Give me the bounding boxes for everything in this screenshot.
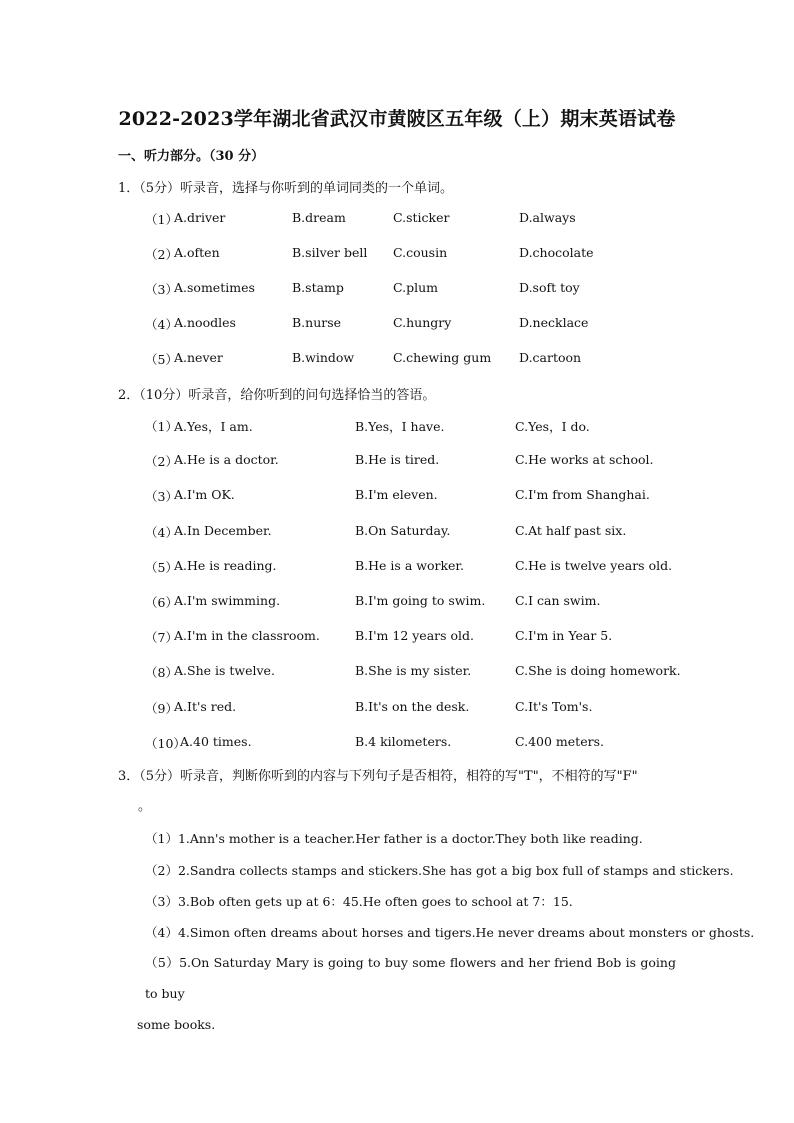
q3-item-1: （1）1.Ann's mother is a teacher.Her father is a doctor.They both like reading. <box>145 831 643 846</box>
q2-row-3-option-b: B.I'm eleven. <box>355 487 438 502</box>
q2-row-10-number: （10） <box>145 736 186 751</box>
section-heading-listening: 一、听力部分。（30 分） <box>118 149 265 164</box>
q2-row-8 <box>145 663 705 683</box>
q2-row-7-number: （7） <box>145 630 178 645</box>
q2-row-6-option-b: B.I'm going to swim. <box>355 593 486 608</box>
q2-row-7 <box>145 628 705 648</box>
q1-row-2-option-c: C.cousin <box>393 245 448 260</box>
q2-row-9-option-a: A.It's red. <box>174 699 237 714</box>
q2-row-8-option-a: A.She is twelve. <box>174 663 275 678</box>
q1-row-1-option-c: C.sticker <box>393 210 450 225</box>
q1-row-2-option-a: A.often <box>174 245 220 260</box>
q2-row-10 <box>145 734 705 754</box>
q2-row-9-option-b: B.It's on the desk. <box>355 699 470 714</box>
q2-row-3-option-a: A.I'm OK. <box>174 487 235 502</box>
q1-row-1-option-a: A.driver <box>174 210 226 225</box>
q2-row-2-option-a: A.He is a doctor. <box>174 452 279 467</box>
question-3-stem <box>118 762 678 822</box>
question-3-stem-line-1: 3．（5分）听录音，判断你听到的内容与下列句子是否相符，相符的写"T"，不相符的写"F" <box>118 769 638 784</box>
q2-row-2-option-c: C.He works at school. <box>515 452 654 467</box>
q2-row-1-option-c: C.Yes，I do. <box>515 419 590 434</box>
q1-row-4-number: （4） <box>145 317 178 332</box>
q2-row-10-option-c: C.400 meters. <box>515 734 604 749</box>
q1-row-1-option-b: B.dream <box>292 210 346 225</box>
q2-row-4-option-b: B.On Saturday. <box>355 523 451 538</box>
q1-row-4-option-d: D.necklace <box>519 315 589 330</box>
page-title: 2022-2023学年湖北省武汉市黄陂区五年级（上）期末英语试卷 <box>118 108 676 130</box>
q2-row-10-option-a: A.40 times. <box>180 734 252 749</box>
q3-item-5-line-2: some books. <box>137 1017 216 1032</box>
q1-row-4 <box>145 315 705 335</box>
q1-row-2 <box>145 245 705 265</box>
q3-item-2: （2）2.Sandra collects stamps and stickers.She has got a big box full of stamps and stickers. <box>145 863 734 878</box>
q2-row-9-option-c: C.It's Tom's. <box>515 699 593 714</box>
q2-row-8-option-c: C.She is doing homework. <box>515 663 681 678</box>
q1-row-2-option-d: D.chocolate <box>519 245 594 260</box>
q1-row-5-option-c: C.chewing gum <box>393 350 492 365</box>
q1-row-2-number: （2） <box>145 247 178 262</box>
q1-row-5-option-b: B.window <box>292 350 355 365</box>
q2-row-6-number: （6） <box>145 595 178 610</box>
q2-row-5-number: （5） <box>145 560 178 575</box>
q1-row-3 <box>145 280 705 300</box>
q3-item-4: （4）4.Simon often dreams about horses and tigers.He never dreams about monsters or ghosts. <box>145 925 755 940</box>
q1-row-4-option-c: C.hungry <box>393 315 452 330</box>
q1-row-4-option-a: A.noodles <box>174 315 236 330</box>
question-1-stem: 1．（5分）听录音，选择与你听到的单词同类的一个单词。 <box>118 181 454 196</box>
q2-row-3 <box>145 487 705 507</box>
q1-row-5-option-d: D.cartoon <box>519 350 582 365</box>
question-2-stem: 2．（10分）听录音，给你听到的问句选择恰当的答语。 <box>118 388 436 403</box>
q2-row-9-number: （9） <box>145 701 178 716</box>
q2-row-6 <box>145 593 705 613</box>
q1-row-4-option-b: B.nurse <box>292 315 342 330</box>
q1-row-3-option-a: A.sometimes <box>174 280 255 295</box>
q1-row-2-option-b: B.silver bell <box>292 245 368 260</box>
q2-row-5-option-b: B.He is a worker. <box>355 558 464 573</box>
q2-row-7-option-b: B.I'm 12 years old. <box>355 628 475 643</box>
q2-row-5-option-a: A.He is reading. <box>174 558 277 573</box>
q2-row-1-number: （1） <box>145 419 178 434</box>
q2-row-1 <box>145 417 705 437</box>
q2-row-6-option-c: C.I can swim. <box>515 593 601 608</box>
q2-row-7-option-a: A.I'm in the classroom. <box>174 628 320 643</box>
q2-row-3-option-c: C.I'm from Shanghai. <box>515 487 650 502</box>
q2-row-5-option-c: C.He is twelve years old. <box>515 558 673 573</box>
q1-row-1-number: （1） <box>145 212 178 227</box>
q1-row-3-option-b: B.stamp <box>292 280 344 295</box>
q3-item-3: （3）3.Bob often gets up at 6：45.He often goes to school at 7：15. <box>145 894 573 909</box>
q2-row-7-option-c: C.I'm in Year 5. <box>515 628 613 643</box>
q1-row-5 <box>145 350 705 370</box>
q2-row-6-option-a: A.I'm swimming. <box>174 593 281 608</box>
q2-row-2 <box>145 452 705 472</box>
q1-row-3-option-c: C.plum <box>393 280 438 295</box>
q2-row-5 <box>145 558 705 578</box>
q2-row-1-option-a: A.Yes，I am. <box>174 419 253 434</box>
q2-row-2-number: （2） <box>145 454 178 469</box>
q3-item-5-line-1: （5）5.On Saturday Mary is going to buy some flowers and her friend Bob is going to buy <box>145 955 676 1001</box>
q2-row-4-number: （4） <box>145 525 178 540</box>
q2-row-8-option-b: B.She is my sister. <box>355 663 472 678</box>
q2-row-4-option-c: C.At half past six. <box>515 523 627 538</box>
q1-row-3-option-d: D.soft toy <box>519 280 580 295</box>
question-3-stem-line-2: 。 <box>138 799 152 814</box>
q2-row-4-option-a: A.In December. <box>174 523 272 538</box>
q2-row-8-number: （8） <box>145 665 178 680</box>
q1-row-1 <box>145 210 705 230</box>
q2-row-10-option-b: B.4 kilometers. <box>355 734 452 749</box>
q2-row-9 <box>145 699 705 719</box>
q3-item-5 <box>137 947 676 1040</box>
q1-row-5-option-a: A.never <box>174 350 223 365</box>
q1-row-5-number: （5） <box>145 352 178 367</box>
q1-row-1-option-d: D.always <box>519 210 576 225</box>
q2-row-4 <box>145 523 705 543</box>
q1-row-3-number: （3） <box>145 282 178 297</box>
q2-row-1-option-b: B.Yes，I have. <box>355 419 445 434</box>
q2-row-2-option-b: B.He is tired. <box>355 452 440 467</box>
q2-row-3-number: （3） <box>145 489 178 504</box>
